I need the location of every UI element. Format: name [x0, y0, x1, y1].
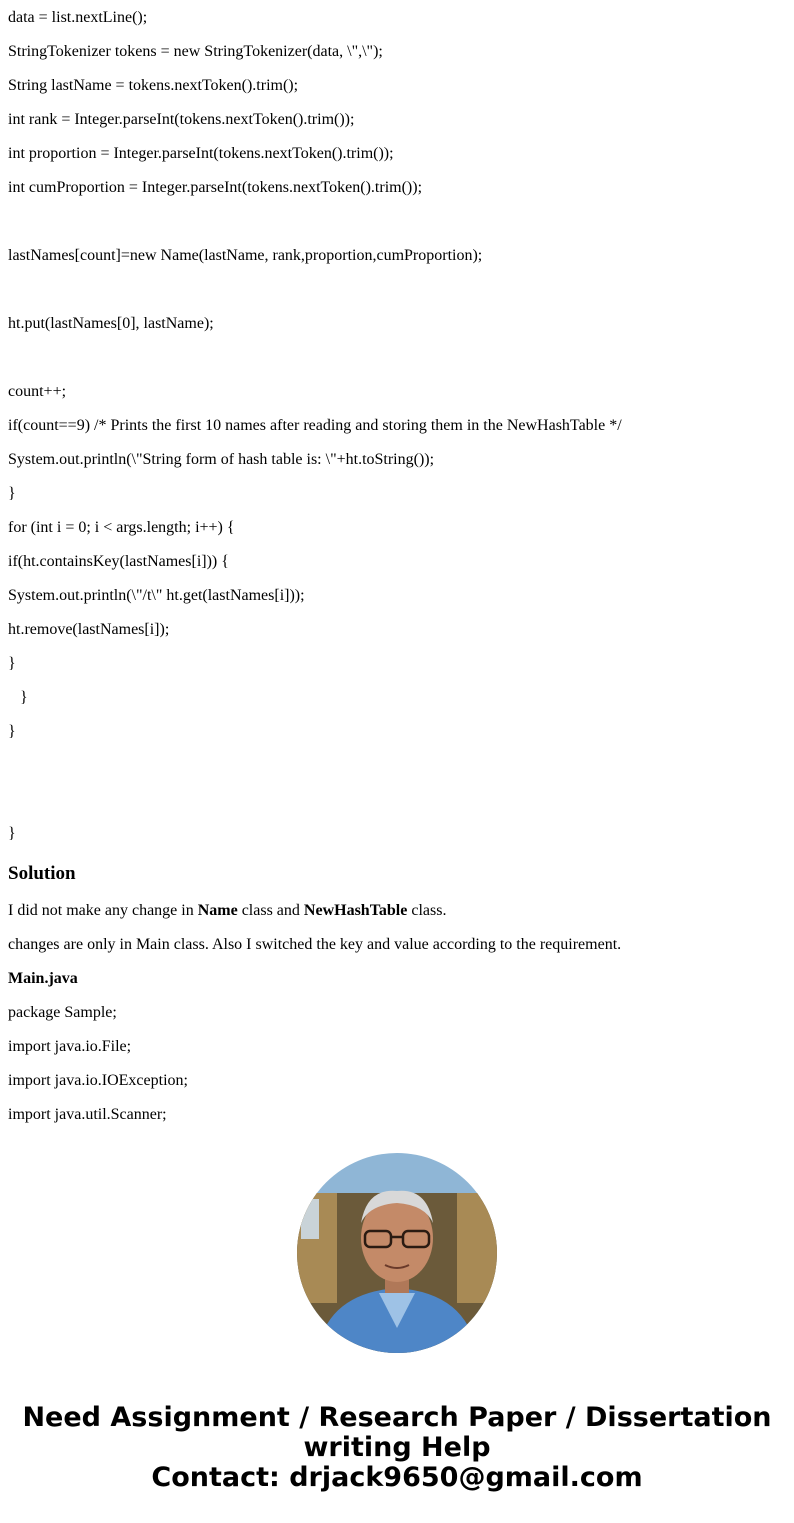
- code-line: if(count==9) /* Prints the first 10 names after reading and storing them in the NewHashTable */: [8, 417, 622, 434]
- solution-intro: [8, 901, 446, 921]
- code-line: for (int i = 0; i < args.length; i++) {: [8, 519, 235, 536]
- code-line: StringTokenizer tokens = new StringTokenizer(data, \",\");: [8, 43, 383, 60]
- code-line: String lastName = tokens.nextToken().trim();: [8, 77, 299, 94]
- code-line: System.out.println(\"/t\" ht.get(lastNames[i]));: [8, 587, 305, 604]
- code-line: if(ht.containsKey(lastNames[i])) {: [8, 553, 229, 570]
- solution-heading: Solution: [8, 863, 76, 884]
- author-portrait-image: [297, 1153, 497, 1353]
- code-line: import java.util.Scanner;: [8, 1106, 167, 1123]
- code-line: }: [8, 485, 16, 502]
- code-line: int cumProportion = Integer.parseInt(tokens.nextToken().trim());: [8, 179, 423, 196]
- code-line: }: [8, 825, 16, 842]
- promo-banner: [0, 1403, 794, 1493]
- code-line: import java.io.IOException;: [8, 1072, 188, 1089]
- promo-contact: Contact: drjack9650@gmail.com: [151, 1462, 643, 1493]
- intro-text: class and: [237, 902, 304, 919]
- code-line: lastNames[count]=new Name(lastName, rank,proportion,cumProportion);: [8, 247, 483, 264]
- filename-label: Main.java: [8, 970, 78, 987]
- intro-text: I did not make any change in: [8, 902, 198, 919]
- code-line: }: [8, 723, 16, 740]
- code-line: ht.remove(lastNames[i]);: [8, 621, 170, 638]
- promo-line: Need Assignment / Research Paper / Dissertation: [22, 1402, 772, 1433]
- intro-bold-name: Name: [197, 902, 238, 919]
- code-line: import java.io.File;: [8, 1038, 132, 1055]
- promo-line: writing Help: [303, 1432, 491, 1463]
- code-line: int rank = Integer.parseInt(tokens.nextToken().trim());: [8, 111, 355, 128]
- code-line: }: [8, 689, 28, 706]
- solution-changes: changes are only in Main class. Also I switched the key and value according to the requirement.: [8, 936, 622, 953]
- code-line: }: [8, 655, 16, 672]
- code-line: package Sample;: [8, 1004, 117, 1021]
- intro-text: class.: [407, 902, 447, 919]
- code-line: System.out.println(\"String form of hash table is: \"+ht.toString());: [8, 451, 435, 468]
- code-line: count++;: [8, 383, 67, 400]
- code-line: ht.put(lastNames[0], lastName);: [8, 315, 214, 332]
- author-avatar: [297, 1153, 497, 1353]
- code-line: int proportion = Integer.parseInt(tokens.nextToken().trim());: [8, 145, 394, 162]
- intro-bold-hashtable: NewHashTable: [303, 902, 408, 919]
- code-line: data = list.nextLine();: [8, 9, 148, 26]
